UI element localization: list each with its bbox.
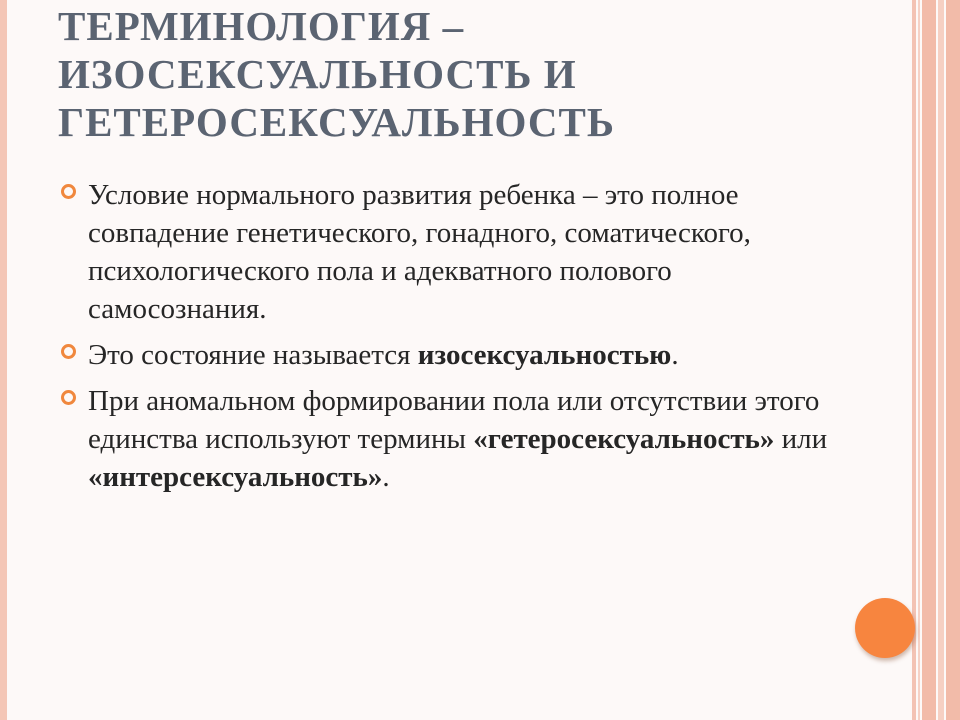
- bullet-text-pre: При аномальном формировании пола или отсутствии этого единства используют термины: [88, 385, 820, 455]
- bullet-text-pre: Это состояние называется: [88, 339, 418, 371]
- bullet-text-mid: или: [774, 423, 828, 455]
- title-line-2: ИЗОСЕКСУАЛЬНОСТЬ И: [58, 51, 577, 97]
- bullet-item-3: [60, 382, 840, 496]
- title-line-1: ТЕРМИНОЛОГИЯ –: [58, 3, 465, 49]
- bullet-list: [60, 176, 840, 504]
- stripe: [946, 0, 960, 720]
- term-heterosexuality: «гетеросексуальность»: [473, 423, 775, 455]
- title-line-3: ГЕТЕРОСЕКСУАЛЬНОСТЬ: [58, 99, 615, 145]
- ring-bullet-icon: [61, 390, 76, 405]
- right-decorative-stripes: [912, 0, 960, 720]
- bullet-item-1: [60, 176, 840, 328]
- stripe: [922, 0, 936, 720]
- decorative-orange-circle: [855, 598, 915, 658]
- bullet-text: Условие нормального развития ребенка – это полное совпадение генетического, гонадного, соматического, психологического пола и адекватного полового самосознания.: [88, 179, 751, 325]
- bullet-text-post: .: [671, 339, 679, 371]
- term-isosexuality: изосексуальностью: [417, 339, 672, 371]
- term-intersexuality: «интерсексуальность»: [88, 461, 383, 493]
- stripe: [918, 0, 920, 720]
- stripe: [938, 0, 944, 720]
- ring-bullet-icon: [61, 344, 76, 359]
- slide-title: [58, 2, 858, 146]
- bullet-item-2: [60, 336, 840, 374]
- left-edge-stripe: [0, 0, 7, 720]
- stripe: [912, 0, 916, 720]
- bullet-text-post: .: [382, 461, 390, 493]
- ring-bullet-icon: [61, 184, 76, 199]
